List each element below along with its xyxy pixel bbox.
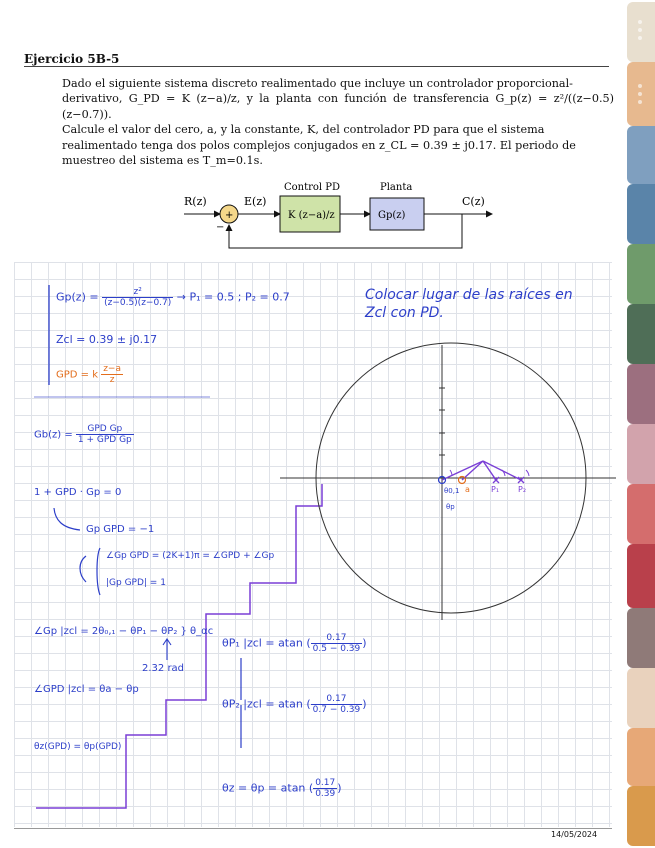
theta-p2-equation: θP₂ |zcl = atan ( $\frac{0.17}{0.7 - 0.39}$ ): [222, 694, 367, 715]
gp-num: z²: [102, 287, 173, 298]
tab-dot: [638, 84, 642, 88]
plot-label-a: a: [465, 485, 470, 494]
section-tabs: [627, 0, 655, 848]
output-label: C(z): [462, 195, 485, 208]
theta-p2-den: 0.7 − 0.39: [312, 705, 361, 715]
statement-line-5: muestreo del sistema es T_m=0.1s.: [62, 154, 263, 168]
gpd-equation: [56, 364, 123, 385]
plant-label: Planta: [380, 182, 413, 193]
section-tab-10[interactable]: [627, 544, 655, 608]
theta-p2-fraction: [311, 694, 363, 715]
statement-line-1: Dado el siguiente sistema discreto realimentado que incluye un controlador proporcional-: [62, 77, 573, 90]
section-tab-6[interactable]: [627, 304, 655, 364]
char-eq: 1 + GPD · Gp = 0: [34, 487, 122, 498]
theta-p2-lhs: θP₂ |zcl = atan: [222, 697, 303, 711]
statement-line-4: realimentado tenga dos polos complejos conjugados en z_CL = 0.39 ± j0.17. El periodo de: [62, 138, 576, 152]
tab-dot: [638, 36, 642, 40]
closed-loop-num: GPD Gp: [76, 424, 134, 435]
angle-condition: ∠Gp GPD = (2K+1)π = ∠GPD + ∠Gp: [106, 551, 275, 561]
root-locus-title-2: Zcl con PD.: [365, 305, 444, 321]
error-label: E(z): [244, 195, 267, 208]
theta-p1-fraction: [311, 633, 363, 654]
plot-label-theta01: θ0,1: [444, 487, 460, 495]
gpd-fraction: [101, 364, 123, 385]
tab-dot: [638, 100, 642, 104]
section-tab-1[interactable]: [627, 2, 655, 62]
section-tab-11[interactable]: [627, 608, 655, 668]
theta-z-equation: θz = θp = atan ( $\frac{0.17}{0.39}$ ): [222, 778, 342, 799]
section-tab-4[interactable]: [627, 184, 655, 244]
tab-dot: [638, 20, 642, 24]
closed-loop-fraction: [76, 424, 134, 445]
page-date: 14/05/2024: [551, 830, 598, 839]
bottom-rule: [14, 828, 612, 829]
input-label: R(z): [184, 195, 207, 208]
tab-dot: [638, 28, 642, 32]
char-eq-2: Gp GPD = −1: [86, 524, 155, 535]
plot-label-p1: P₁: [491, 485, 500, 494]
gp-lhs: Gp(z) =: [56, 290, 99, 304]
theta-equal: θz(GPD) = θp(GPD): [34, 742, 122, 752]
zcl-text: Zcl = 0.39 ± j0.17: [56, 333, 158, 346]
theta-z-num: 0.17: [315, 778, 336, 788]
gpd-lhs: GPD = k: [56, 369, 99, 381]
gp-den: (z−0.5)(z−0.7): [104, 298, 172, 308]
plant-tf: Gp(z): [378, 210, 406, 221]
sum-minus: −: [216, 222, 225, 233]
theta-p1-den: 0.5 − 0.39: [312, 644, 361, 654]
section-tab-8[interactable]: [627, 424, 655, 484]
statement-line-2: derivativo, G_PD = K (z−a)/z, y la planta con función de transferencia G_p(z) = z²/((z−0.5)(z−0.7)).: [62, 92, 614, 121]
section-tab-7[interactable]: [627, 364, 655, 424]
controller-tf: K (z−a)/z: [288, 210, 335, 221]
magnitude-condition: |Gp GPD| = 1: [106, 578, 166, 588]
closed-loop-den: 1 + GPD Gp: [77, 435, 132, 445]
plot-label-theta-p: θp: [446, 503, 455, 511]
theta-p1-lhs: θP₁ |zcl = atan: [222, 636, 303, 650]
gpd-num: z−a: [103, 364, 121, 374]
angle-gp: ∠Gp |zcl = 2θ₀,₁ − θP₁ − θP₂ } θ_αc: [34, 626, 214, 637]
closed-loop-lhs: Gb(z) =: [34, 429, 73, 441]
section-tab-14[interactable]: [627, 786, 655, 846]
tab-dot: [638, 92, 642, 96]
gp-fraction: [102, 287, 173, 308]
theta-p1-num: 0.17: [311, 633, 363, 644]
theta-p2-num: 0.17: [311, 694, 363, 705]
angle-gpd: ∠GPD |zcl = θa − θp: [34, 684, 139, 695]
angle-value: 2.32 rad: [142, 663, 185, 674]
section-tab-9[interactable]: [627, 484, 655, 544]
section-tab-13[interactable]: [627, 728, 655, 786]
gpd-den: z: [109, 375, 115, 385]
exercise-title: Ejercicio 5B-5: [24, 52, 120, 66]
closed-loop-equation: [34, 424, 134, 445]
sum-plus: +: [225, 210, 234, 221]
theta-z-fraction: [313, 778, 337, 799]
section-tab-3[interactable]: [627, 126, 655, 184]
section-tab-2[interactable]: [627, 62, 655, 126]
section-tab-5[interactable]: [627, 244, 655, 304]
plot-label-p2: P₂: [518, 485, 527, 494]
gp-equation: [56, 287, 290, 308]
root-locus-title-1: Colocar lugar de las raíces en: [365, 287, 573, 303]
controller-label: Control PD: [284, 182, 341, 193]
theta-z-den: 0.39: [315, 789, 336, 799]
poles-text: → P₁ = 0.5 ; P₂ = 0.7: [176, 290, 290, 304]
section-tab-12[interactable]: [627, 668, 655, 728]
statement-line-3: Calcule el valor del cero, a, y la constante, K, del controlador PD para que el sistema: [62, 123, 545, 137]
theta-z-lhs: θz = θp = atan: [222, 781, 306, 795]
theta-p1-equation: θP₁ |zcl = atan ( $\frac{0.17}{0.5 - 0.39}$ ): [222, 633, 367, 654]
